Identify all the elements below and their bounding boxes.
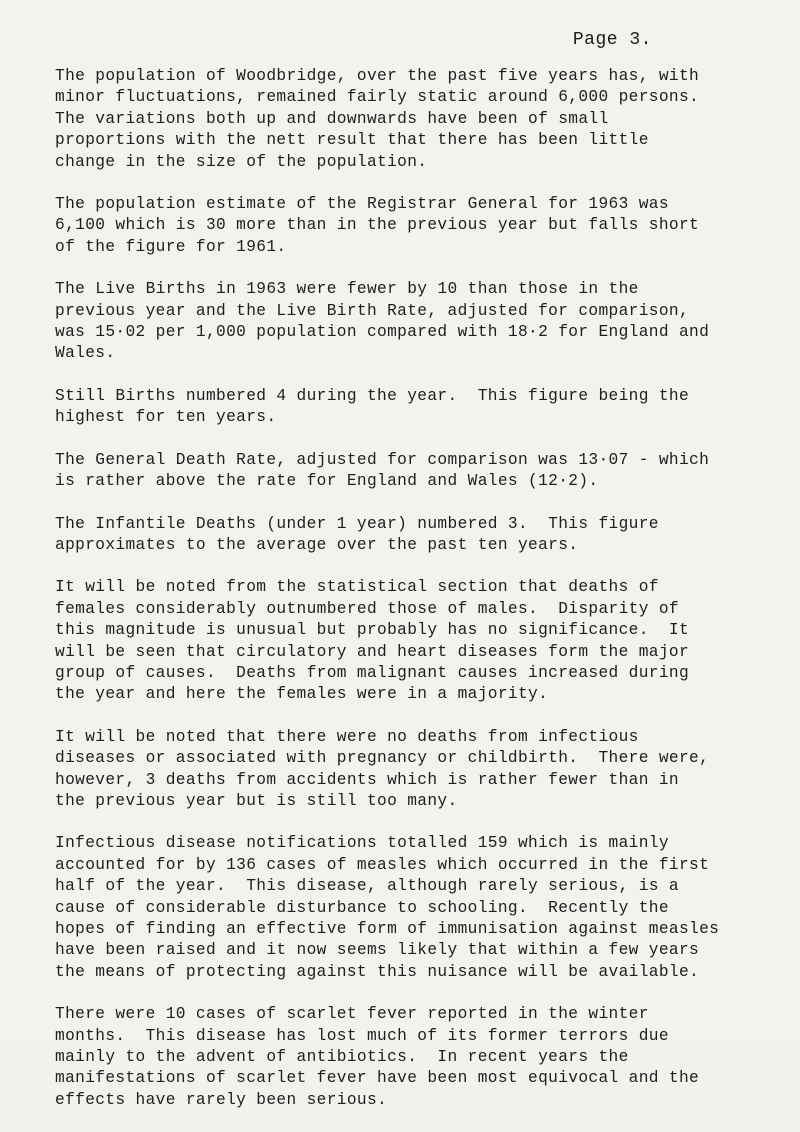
text-line: accounted for by 136 cases of measles which occurred in the first (55, 855, 710, 874)
body-text (55, 66, 765, 1132)
text-line: will be seen that circulatory and heart diseases form the major (55, 642, 690, 661)
text-line: highest for ten years. (55, 408, 277, 427)
text-line: effects have rarely been serious. (55, 1090, 388, 1109)
paragraph-population-trend (55, 66, 765, 173)
page-number: Page 3. (572, 30, 652, 50)
text-line: proportions with the nett result that there has been little (55, 131, 649, 150)
text-line: is rather above the rate for England and Wales (12·2). (55, 472, 599, 491)
paragraph-infantile-deaths (55, 514, 765, 557)
text-line: hopes of finding an effective form of immunisation against measles (55, 920, 720, 938)
paragraph-death-rate (55, 450, 765, 493)
text-line: the previous year but is still too many. (55, 791, 458, 810)
text-line: this magnitude is unusual but probably has no significance. It (55, 621, 690, 640)
text-line: cause of considerable disturbance to schooling. Recently the (55, 898, 669, 917)
paragraph-live-births (55, 279, 765, 365)
text-line: It will be noted from the statistical section that deaths of (55, 578, 659, 597)
text-line: previous year and the Live Birth Rate, adjusted for comparison, (55, 301, 690, 320)
text-line: the means of protecting against this nuisance will be available. (55, 962, 700, 981)
text-line: The population estimate of the Registrar General for 1963 was (55, 195, 669, 214)
text-line: diseases or associated with pregnancy or childbirth. There were, (55, 749, 710, 768)
text-line: The variations both up and downwards have been of small (55, 109, 609, 128)
text-line: minor fluctuations, remained fairly static around 6,000 persons. (55, 88, 700, 107)
text-line: Infectious disease notifications totalled 159 which is mainly (55, 834, 669, 853)
text-line: change in the size of the population. (55, 152, 428, 171)
paragraph-deaths-by-sex (55, 577, 765, 705)
text-line: Still Births numbered 4 during the year. This figure being the (55, 386, 690, 405)
paragraph-scarlet-fever (55, 1004, 765, 1111)
paragraph-population-estimate (55, 194, 765, 258)
text-line: group of causes. Deaths from malignant causes increased during (55, 663, 690, 682)
paragraph-infectious-deaths (55, 727, 765, 813)
text-line: the year and here the females were in a majority. (55, 685, 549, 704)
paragraph-notifications (55, 833, 765, 983)
text-line: manifestations of scarlet fever have been most equivocal and the (55, 1069, 700, 1088)
text-line: have been raised and it now seems likely that within a few years (55, 941, 700, 960)
text-line: was 15·02 per 1,000 population compared with 18·2 for England and (55, 323, 710, 342)
text-line: There were 10 cases of scarlet fever reported in the winter (55, 1005, 649, 1024)
text-line: The General Death Rate, adjusted for comparison was 13·07 - which (55, 450, 710, 469)
text-line: half of the year. This disease, although rarely serious, is a (55, 877, 679, 896)
text-line: 6,100 which is 30 more than in the previous year but falls short (55, 216, 700, 235)
text-line: The population of Woodbridge, over the past five years has, with (55, 67, 700, 85)
text-line: approximates to the average over the past ten years. (55, 535, 579, 554)
text-line: months. This disease has lost much of its former terrors due (55, 1026, 669, 1045)
text-line: of the figure for 1961. (55, 237, 287, 256)
text-line: The Infantile Deaths (under 1 year) numbered 3. This figure (55, 514, 659, 533)
paragraph-still-births (55, 386, 765, 429)
text-line: however, 3 deaths from accidents which is rather fewer than in (55, 770, 679, 789)
text-line: Wales. (55, 344, 116, 363)
text-line: The Live Births in 1963 were fewer by 10 than those in the (55, 280, 639, 299)
text-line: mainly to the advent of antibiotics. In recent years the (55, 1048, 629, 1067)
text-line: It will be noted that there were no deaths from infectious (55, 727, 639, 746)
text-line: females considerably outnumbered those of males. Disparity of (55, 599, 679, 618)
